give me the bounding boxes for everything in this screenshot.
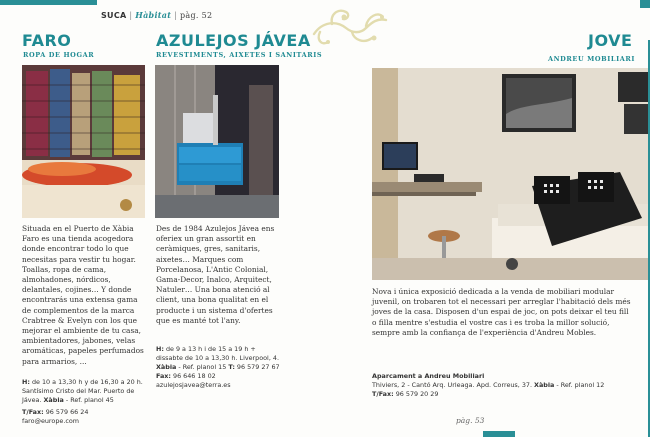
jove-phone-label: T/Fax: [372, 390, 394, 398]
page-number-left: pàg. 52 [179, 11, 213, 20]
jove-ref: - Ref. planol 12 [554, 381, 605, 389]
azulejos-hours-label: H: [156, 345, 164, 353]
azulejos-description: Des de 1984 Azulejos Jávea ens oferiex un gran assortit en ceràmiques, gres, sanitaris, aixetes… Marques com Porcelanosa, L'Antic Colonial, Gama-Decor, Inalco, Arquitect, Natuler… Una bona atenció al client, una bona qualitat en el producte i un sistema d'ofertes que es manté tot l'any. [156, 224, 275, 325]
jove-bedroom-photo [372, 68, 650, 280]
floral-ornament-icon [308, 4, 390, 48]
faro-subtitle: ROPA DE HOGAR [23, 51, 95, 59]
header-separator: | [129, 11, 133, 20]
faro-store-photo [22, 65, 145, 218]
jove-subtitle: ANDREU MOBILIARI [548, 55, 635, 63]
azulejos-hours: de 9 a 13 h i de 15 a 19 h + [163, 345, 256, 353]
jove-address: Thiviers, 2 - Cantó Arq. Urleaga. Apd. Correus, 37. [372, 381, 535, 389]
corner-accent-mark [640, 0, 650, 8]
faro-address: Santísimo Cristo del Mar. Puerto de [22, 387, 135, 395]
top-accent-bar [0, 0, 97, 5]
page-header [101, 10, 212, 20]
jove-town: Xàbia [534, 381, 555, 389]
jove-contact [372, 372, 642, 399]
azulejos-phone-label: T: [228, 363, 235, 371]
faro-ref: - Ref. planol 45 [63, 396, 114, 404]
faro-phone-label: T/Fax: [22, 408, 44, 416]
jove-phone: 96 579 20 29 [393, 390, 439, 398]
footer-accent-bar [483, 431, 515, 437]
jove-title: JOVE [588, 31, 633, 50]
jove-description: Nova i única exposició dedicada a la venda de mobiliari modular juvenil, on trobaren tot el necessari per arreglar l'habitació dels més joves de la casa. Disposen d'un espai de joc, on pots deixar el teu fill o filla mentre s'estudia el vostre cas i es troba la millor solució, sempre amb la confiança de l'experiència d'Andreu Mobles. [372, 287, 631, 337]
faro-title: FARO [22, 31, 72, 50]
faro-address-2: Jávea. [22, 396, 44, 404]
faro-hours-label: H: [22, 378, 30, 386]
azulejos-phone: 96 579 27 67 [234, 363, 280, 371]
azulejos-fax-label: Fax: [156, 372, 171, 380]
azulejos-subtitle: REVESTIMENTS, AIXETES I SANITARIS [156, 51, 323, 59]
azulejos-address: dissabte de 10 a 13,30 h. Liverpool, 4. [156, 354, 279, 362]
faro-phone: 96 579 66 24 faro@europe.com [22, 408, 89, 425]
azulejos-contact [156, 345, 288, 390]
faro-description: Situada en el Puerto de Xàbia Faro es una tienda acogedora donde encontrar todo lo que necesitas para vestir tu hogar. Toallas, ropa de cama, almohadones, nórdicos, delantales, cojines… Y donde encontrarás una extensa gama de complementos de la marca Crabtree & Evelyn con los que mejorar el ambiente de tu casa, ambientadores, jabones, velas aromáticas, papeles perfumados para armarios, ... [22, 224, 144, 366]
magazine-brand: SUCA [101, 11, 127, 20]
azulejos-bathroom-photo [155, 65, 279, 218]
jove-parking: Aparcament a Andreu Mobiliari [372, 372, 485, 380]
azulejos-ref: - Ref. planol 15 [176, 363, 229, 371]
section-name: Hàbitat [135, 10, 172, 20]
azulejos-email: azulejosjavea@terra.es [156, 381, 231, 389]
azulejos-title: AZULEJOS JÁVEA [156, 31, 311, 50]
faro-hours: de 10 a 13,30 h y de 16,30 a 20 h. [29, 378, 143, 386]
faro-town: Xàbia [43, 396, 64, 404]
azulejos-town: Xàbia [156, 363, 177, 371]
azulejos-fax: 96 646 18 02 [170, 372, 216, 380]
page-number-right: pàg. 53 [456, 416, 485, 425]
header-separator-2: | [174, 11, 178, 20]
faro-contact [22, 378, 145, 426]
